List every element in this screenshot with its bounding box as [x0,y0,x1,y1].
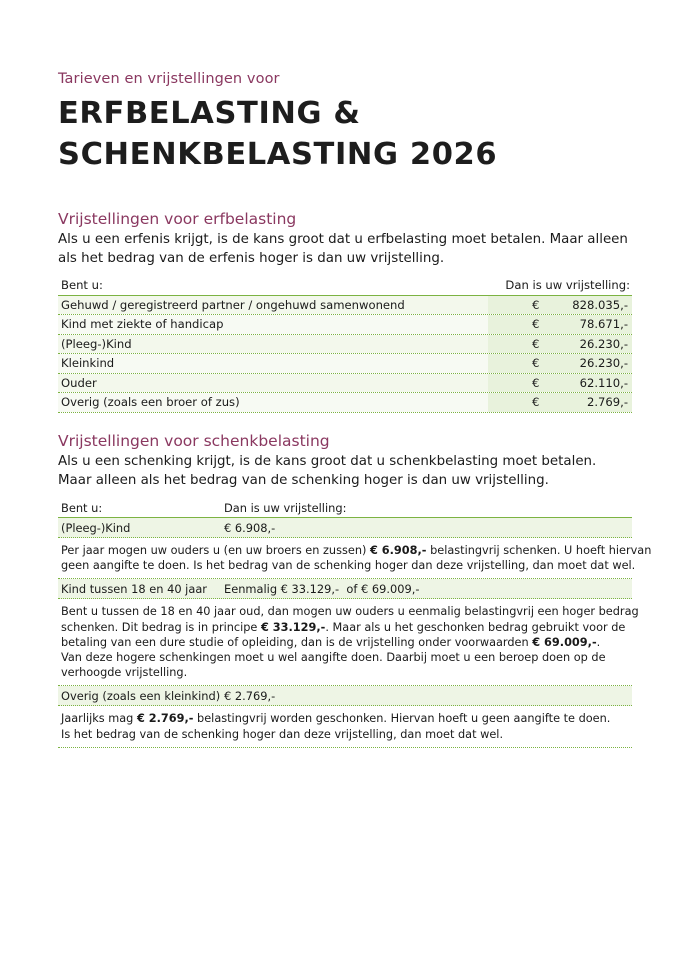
table-row [58,296,632,316]
row-amount: 26.230,- [579,336,628,351]
row-note [58,599,639,686]
row-label: Ouder [58,374,488,393]
section-schenkbelasting [58,431,652,748]
column-header-bent-u: Bent u: [61,501,103,515]
title-line-2: SCHENKBELASTING 2026 [58,137,498,172]
row-label: (Pleeg-)Kind [61,520,131,535]
erfbelasting-table [58,276,632,413]
table-row [58,393,632,413]
note-text: Is het bedrag van de schenking hoger dan deze vrijstelling, dan moet dat wel. [61,727,504,741]
lead-line: Maar alleen als het bedrag van de schenking hoger is dan uw vrijstelling. [58,473,549,488]
currency-symbol: € [532,297,540,312]
section-heading: Vrijstellingen voor erfbelasting [58,210,297,228]
row-amount: 828.035,- [572,297,628,312]
table-row [58,686,632,706]
note-text: geen aangifte te doen. Is het bedrag van de schenking hoger dan deze vrijstelling, dan moet dat wel. [61,559,636,573]
note-text: Per jaar mogen uw ouders u (en uw broers en zussen) [61,544,370,557]
table-row [58,518,632,538]
document-title [58,93,497,175]
currency-symbol: € [532,395,540,410]
note-text: schenken. Dit bedrag is in principe [61,620,261,634]
note-amount: € 6.908,- [369,544,427,557]
note-amount: € 69.009,- [532,635,597,649]
row-amount: 26.230,- [579,356,628,371]
note-text: Van deze hogere schenkingen moet u wel aangifte doen. Daarbij moet u een beroep doen op de [61,651,606,665]
currency-symbol: € [532,336,540,351]
row-label: Overig (zoals een kleinkind) [61,688,221,703]
note-amount: € 2.769,- [136,712,194,726]
currency-symbol: € [532,356,540,371]
section-erfbelasting [58,209,632,413]
section-heading: Vrijstellingen voor schenkbelasting [58,432,330,450]
title-line-1: ERFBELASTING & [58,96,361,131]
row-value: € 6.908,- [224,520,276,535]
section-lead [58,452,632,490]
note-text: belastingvrij worden geschonken. Hiervan hoeft u geen aangifte te doen. [193,712,611,726]
note-text: belastingvrij schenken. U hoeft hiervan [426,544,652,557]
lead-line: Als u een schenking krijgt, is de kans groot dat u schenkbelasting moet betalen. [58,454,597,469]
note-text: verhoogde vrijstelling. [61,666,188,680]
schenkbelasting-table [58,499,652,748]
note-text: Bent u tussen de 18 en 40 jaar oud, dan mogen uw ouders u eenmalig belastingvrij een hoger bedrag [61,605,639,619]
document-kicker: Tarieven en vrijstellingen voor [58,71,280,87]
table-row [58,374,632,394]
row-amount: 62.110,- [579,375,628,390]
note-text: Jaarlijks mag [61,712,137,726]
lead-line: Als u een erfenis krijgt, is de kans groot dat u erfbelasting moet betalen. Maar alleen [58,232,628,247]
table-header-row [58,276,632,296]
row-amount: 2.769,- [586,395,628,410]
table-header-row [58,499,632,518]
table-row [58,315,632,335]
row-label: Kleinkind [58,354,488,373]
row-label: (Pleeg-)Kind [58,335,488,354]
note-text: betaling van een dure studie of opleiding, dan is de vrijstelling onder voorwaarden [61,635,533,649]
table-row [58,579,632,599]
row-label: Gehuwd / geregistreerd partner / ongehuwd samenwonend [58,296,488,315]
row-value: € 2.769,- [224,688,276,703]
row-label: Kind tussen 18 en 40 jaar [61,581,207,596]
row-note [58,706,632,747]
row-label: Overig (zoals een broer of zus) [58,393,488,412]
lead-line: als het bedrag van de erfenis hoger is dan uw vrijstelling. [58,251,445,266]
table-row [58,354,632,374]
column-header-bent-u: Bent u: [61,278,103,293]
note-amount: € 33.129,- [260,620,326,634]
column-header-vrijstelling: Dan is uw vrijstelling: [224,501,347,515]
section-lead [58,230,632,268]
row-label: Kind met ziekte of handicap [58,315,488,334]
note-text: . Maar als u het geschonken bedrag gebruikt voor de [325,620,626,634]
table-row [58,335,632,355]
currency-symbol: € [532,375,540,390]
row-note [58,538,652,579]
row-value: Eenmalig € 33.129,- of € 69.009,- [224,581,420,596]
row-amount: 78.671,- [579,317,628,332]
note-text: . [596,635,601,649]
currency-symbol: € [532,317,540,332]
column-header-vrijstelling: Dan is uw vrijstelling: [505,278,630,293]
